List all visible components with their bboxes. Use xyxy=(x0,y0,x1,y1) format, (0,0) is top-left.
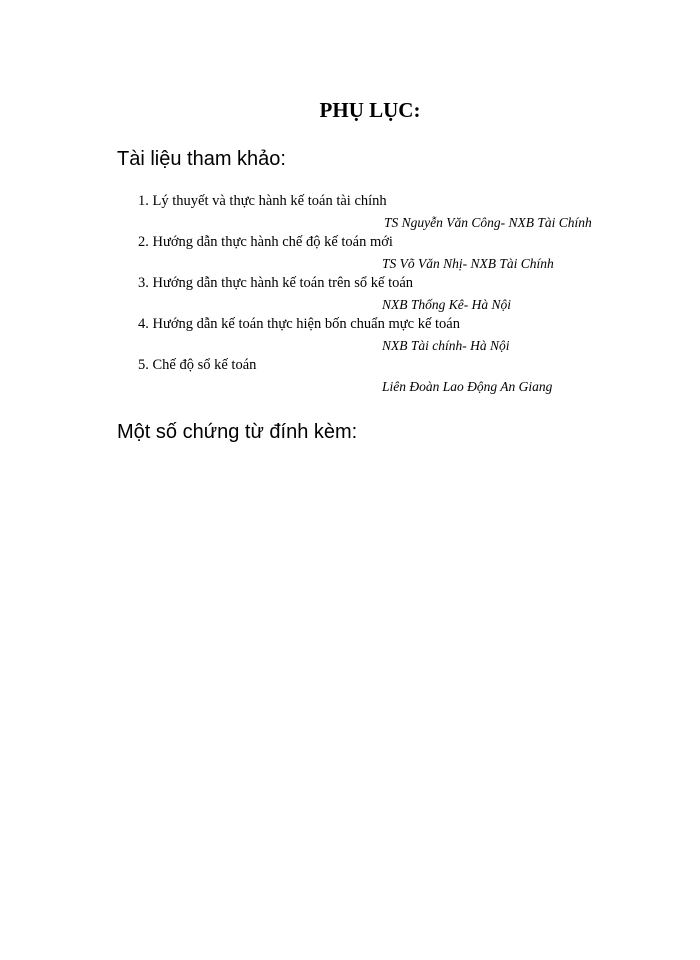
reference-title: 1. Lý thuyết và thực hành kế toán tài chính xyxy=(138,193,387,209)
reference-source: Liên Đoàn Lao Động An Giang xyxy=(382,379,553,394)
page-title: PHỤ LỤC: xyxy=(319,98,421,122)
reference-source: TS Nguyễn Văn Công- NXB Tài Chính xyxy=(384,215,592,230)
reference-source: NXB Thống Kê- Hà Nội xyxy=(382,297,512,312)
references-heading: Tài liệu tham khảo: xyxy=(117,148,286,170)
reference-source: NXB Tài chính- Hà Nội xyxy=(382,338,510,353)
attachments-heading: Một số chứng từ đính kèm: xyxy=(117,421,358,443)
reference-title: 4. Hướng dẫn kế toán thực hiện bốn chuẩn mực kế toán xyxy=(138,316,460,332)
reference-title: 2. Hướng dẫn thực hành chế độ kế toán mới xyxy=(138,234,393,250)
reference-source: TS Võ Văn Nhị- NXB Tài Chính xyxy=(382,256,554,271)
reference-title: 3. Hướng dẫn thực hành kế toán trên sổ kế toán xyxy=(138,275,414,291)
reference-title: 5. Chế độ sổ kế toán xyxy=(138,357,257,373)
